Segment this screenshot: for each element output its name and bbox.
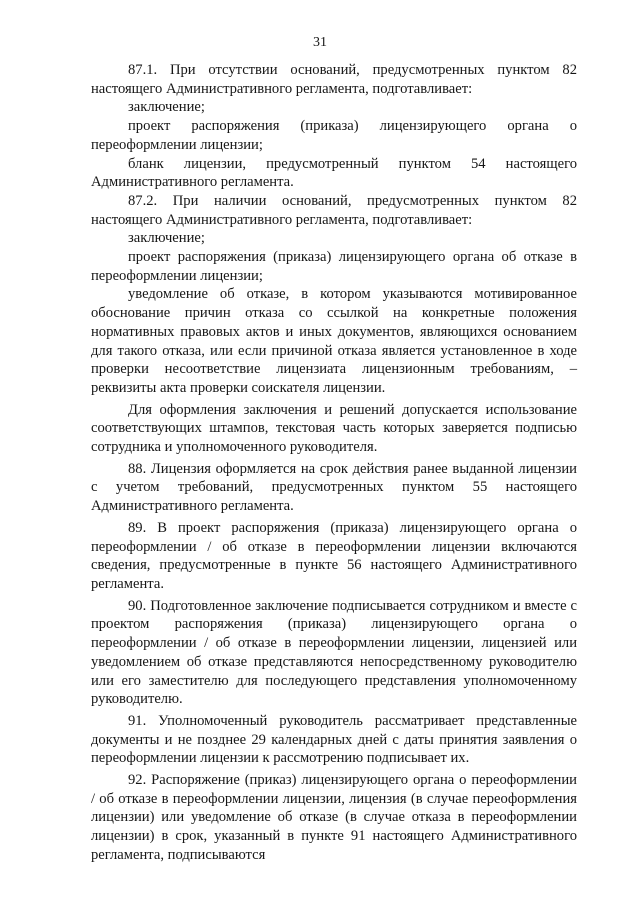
- page-number: 31: [313, 35, 327, 50]
- paragraph-87-2: 87.2. При наличии оснований, предусмотренных пунктом 82 настоящего Административного регламента, подготавливает:: [91, 192, 577, 228]
- document-body: [91, 61, 577, 865]
- list-item-draft-order: проект распоряжения (приказа) лицензирующего органа о переоформлении лицензии;: [91, 118, 577, 153]
- paragraph-88: 88. Лицензия оформляется на срок действия ранее выданной лицензии с учетом требований, предусмотренных пунктом 55 настоящего Административного регламента.: [91, 460, 577, 515]
- paragraph-87-1: 87.1. При отсутствии оснований, предусмотренных пунктом 82 настоящего Административного регламента, подготавливает:: [91, 62, 577, 97]
- list-item-conclusion: заключение;: [128, 99, 205, 116]
- paragraph-stamps: Для оформления заключения и решений допускается использование соответствующих штампов, текстовая часть которых заверяется подписью сотрудника и уполномоченного руководителя.: [91, 401, 577, 456]
- paragraph-92: 92. Распоряжение (приказ) лицензирующего органа о переоформлении / об отказе в переоформлении лицензии, лицензия (в случае переоформления лицензии) или уведомление об отказе (в случае отказа в переоформлении лицензии) в срок, указанный в пункте 91 настоящего Административного регламента, подписываются: [91, 772, 577, 863]
- paragraph-89: 89. В проект распоряжения (приказа) лицензирующего органа о переоформлении / об отказе в переоформлении лицензии включаются сведения, предусмотренные в пункте 56 настоящего Административного регламента.: [91, 519, 577, 592]
- list-item-conclusion: заключение;: [128, 230, 205, 247]
- paragraph-90: 90. Подготовленное заключение подписывается сотрудником и вместе с проектом распоряжения (приказа) лицензирующего органа о переоформлении / об отказе в переоформлении лицензии, лицензией или уведомлением об отказе представляются непосредственному руководителю или его заместителю для последующего представления уполномоченному руководителю.: [91, 597, 577, 708]
- list-item-draft-refusal-order: проект распоряжения (приказа) лицензирующего органа об отказе в переоформлении лицензии;: [91, 249, 577, 284]
- list-item-refusal-notice: уведомление об отказе, в котором указываются мотивированное обоснование причин отказа со ссылкой на конкретные положения нормативных правовых актов и иных документов, являющихся основанием для такого отказа, или если причиной отказа является установленное в ходе проверки несоответствие лицензиата лицензионным требованиям, – реквизиты акта проверки соискателя лицензии.: [91, 286, 577, 396]
- paragraph-91: 91. Уполномоченный руководитель рассматривает представленные документы и не позднее 29 календарных дней с даты принятия заявления о переоформлении лицензии к рассмотрению подписывает их.: [91, 712, 577, 767]
- list-item-license-form: бланк лицензии, предусмотренный пунктом 54 настоящего Административного регламента.: [91, 155, 577, 191]
